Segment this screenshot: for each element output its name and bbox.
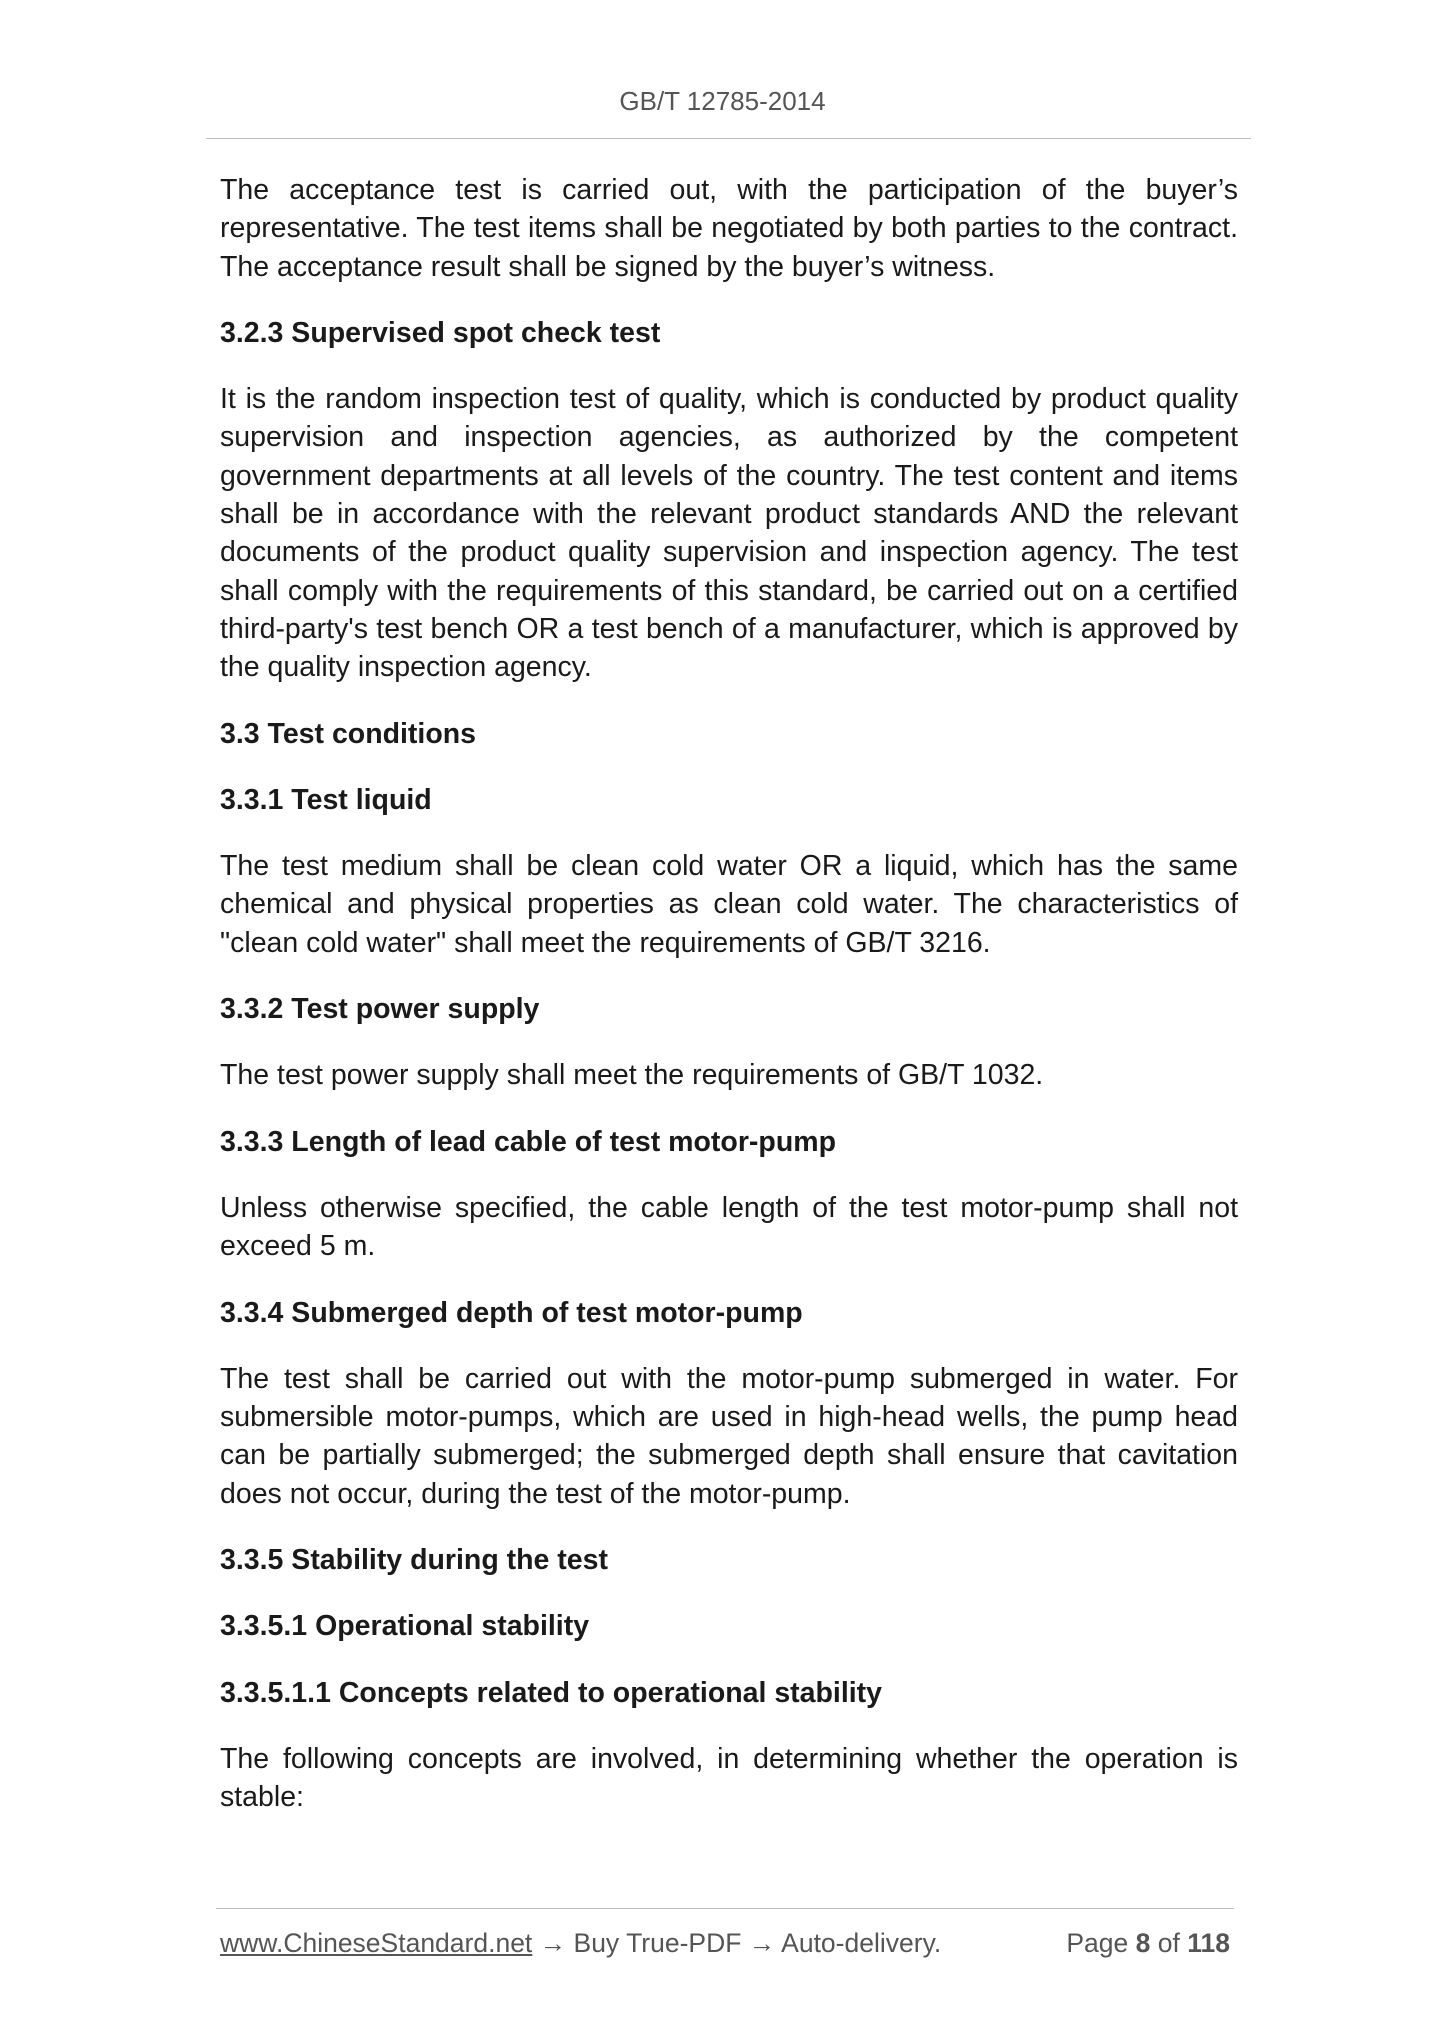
footer-promo — [220, 1928, 941, 1958]
header-doc-id: GB/T 12785-2014 — [619, 86, 826, 116]
section-heading: 3.3.5 Stability during the test — [220, 1544, 608, 1577]
page-footer — [220, 1928, 1230, 1959]
section-heading: 3.3.3 Length of lead cable of test motor-pump — [220, 1125, 836, 1158]
body-paragraph: Unless otherwise specified, the cable length of the test motor-pump shall not exceed 5 m. — [220, 1191, 1238, 1263]
page-counter — [1066, 1928, 1230, 1959]
body-paragraph: The test medium shall be clean cold water OR a liquid, which has the same chemical and physical properties as clean cold water. The characteristics of "clean cold water" shall meet the requirements of GB/T 3216. — [220, 850, 1238, 959]
body-paragraph: It is the random inspection test of quality, which is conducted by product quality supervision and inspection agencies, as authorized by the competent government departments at all levels of the country. The test content and items shall be in accordance with the relevant product standards AND the relevant documents of the product quality supervision and inspection agency. The test shall comply with the requirements of this standard, be carried out on a certified third-party's test bench OR a test bench of a manufacturer, which is approved by the quality inspection agency. — [220, 383, 1238, 684]
footer-promo-text: → Buy True-PDF → Auto-delivery. — [532, 1928, 942, 1958]
current-page-number: 8 — [1135, 1928, 1151, 1958]
section-heading: 3.3.2 Test power supply — [220, 993, 540, 1026]
section-heading: 3.3.5.1.1 Concepts related to operational stability — [220, 1676, 883, 1709]
section-heading: 3.3.5.1 Operational stability — [220, 1610, 590, 1643]
body-paragraph: The following concepts are involved, in determining whether the operation is stable: — [220, 1742, 1238, 1814]
body-paragraph: The test power supply shall meet the requirements of GB/T 1032. — [220, 1059, 1044, 1092]
page-header — [0, 86, 1445, 117]
page-body — [220, 171, 1238, 1845]
footer-divider — [216, 1908, 1234, 1909]
chinesestandard-link[interactable]: www.ChineseStandard.net — [220, 1928, 533, 1958]
section-heading: 3.2.3 Supervised spot check test — [220, 316, 661, 349]
section-heading: 3.3.1 Test liquid — [220, 783, 432, 816]
total-page-count: 118 — [1187, 1928, 1230, 1958]
of-label: of — [1157, 1928, 1180, 1958]
body-paragraph: The acceptance test is carried out, with the participation of the buyer’s representative. The test items shall be negotiated by both parties to the contract. The acceptance result shall be signed by the buyer’s witness. — [220, 174, 1238, 283]
header-divider — [206, 138, 1251, 139]
body-paragraph: The test shall be carried out with the motor-pump submerged in water. For submersible motor-pumps, which are used in high-head wells, the pump head can be partially submerged; the submerged depth shall ensure that cavitation does not occur, during the test of the motor-pump. — [220, 1362, 1238, 1510]
page-label: Page — [1066, 1928, 1129, 1958]
section-heading: 3.3 Test conditions — [220, 717, 477, 750]
section-heading: 3.3.4 Submerged depth of test motor-pump — [220, 1296, 803, 1329]
